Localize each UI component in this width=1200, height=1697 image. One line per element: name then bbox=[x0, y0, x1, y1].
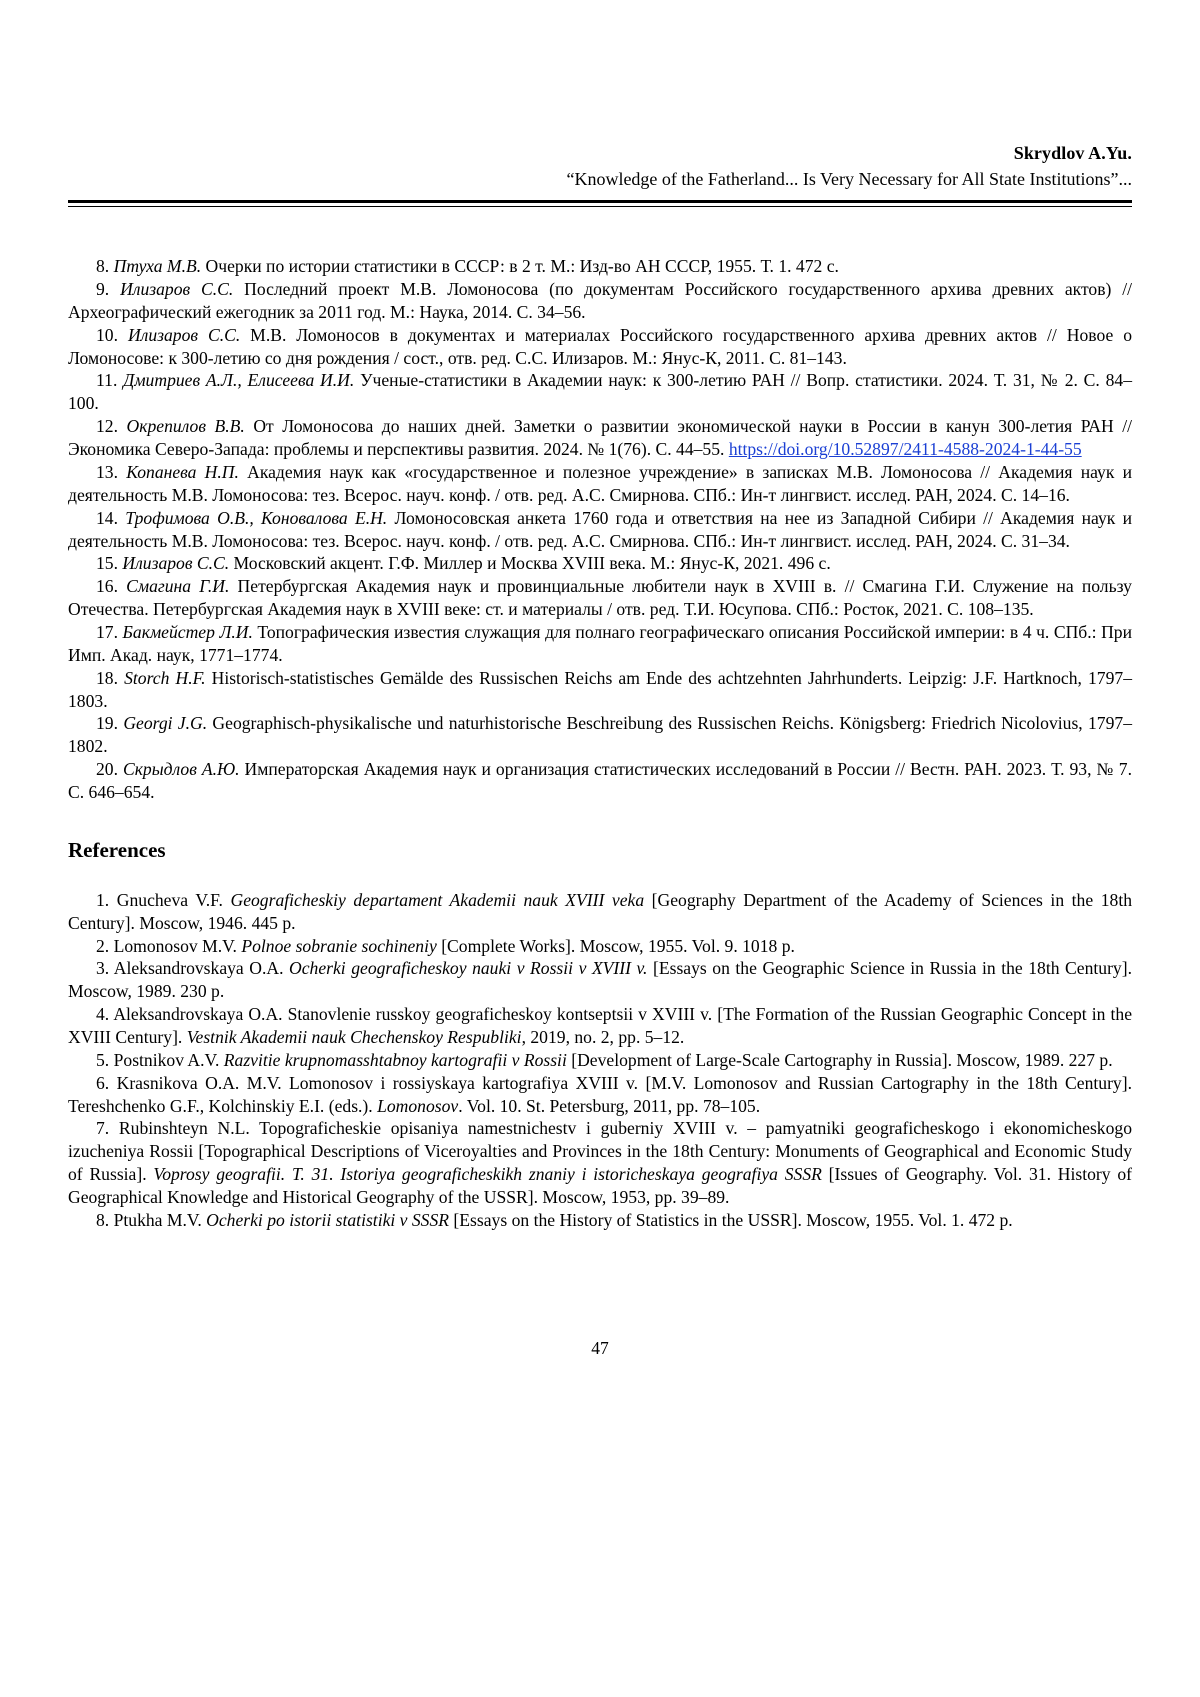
ref-pre: Postnikov A.V. bbox=[113, 1049, 224, 1070]
ref-post: [Essays on the History of Statistics in the USSR]. Moscow, 1955. Vol. 1. 472 p. bbox=[449, 1209, 1013, 1230]
item-number: 18. bbox=[96, 667, 118, 688]
item-text: Петербургская Академия наук и провинциальные любители наук в XVIII в. // Смагина Г.И. Служение на пользу Отечества. Петербургская Академия наук в XVIII веке: ст. и материалы / отв. ред. Т.И. Юсупова. СПб.: Росток, 2021. С. 108–135. bbox=[68, 576, 1132, 620]
ref-post: , 2019, no. 2, pp. 5–12. bbox=[521, 1026, 685, 1047]
page-number: 47 bbox=[591, 1338, 609, 1358]
item-author: Georgi J.G. bbox=[123, 713, 208, 734]
item-number: 14. bbox=[96, 507, 118, 528]
item-author: Бакмейстер Л.И. bbox=[122, 621, 253, 642]
ref-number: 8. bbox=[96, 1209, 110, 1230]
reference-item bbox=[68, 935, 1132, 958]
ref-pre: Aleksandrovskaya O.A. bbox=[113, 958, 290, 979]
item-number: 19. bbox=[96, 713, 118, 734]
item-text: Топографическия известия служащия для полнаго географическаго описания Российской империи: в 4 ч. СПб.: При Имп. Акад. наук, 1771–1774. bbox=[68, 621, 1132, 665]
ref-pre: Krasnikova O.A. M.V. Lomonosov i rossiyskaya kartografiya XVIII v. [M.V. Lomonosov and Russian Cartography in the 18th Century]. Tereshchenko G.F., Kolchinskiy E.I. (eds.). bbox=[68, 1072, 1132, 1116]
references-heading: References bbox=[68, 837, 166, 862]
running-head-title: “Knowledge of the Fatherland... Is Very Necessary for All State Institutions”... bbox=[566, 169, 1132, 190]
reference-item bbox=[68, 1072, 1132, 1118]
ref-pre: Rubinshteyn N.L. Topograficheskie opisaniya namestnichestv i guberniy XVIII v. – pamyatniki geograficheskogo i ekonomicheskogo izucheniya Rossii [Topographical Descriptions of Viceroyalties and Provinces in the 18th Century: Monuments of Geographical and Economic Study of Russia]. bbox=[68, 1118, 1132, 1185]
item-text: Ученые-статистики в Академии наук: к 300-летию РАН // Вопр. статистики. 2024. Т. 31, № 2. С. 84–100. bbox=[68, 370, 1133, 414]
ref-title: Lomonosov bbox=[377, 1095, 459, 1116]
item-number: 20. bbox=[96, 759, 118, 780]
bibliography-item bbox=[68, 324, 1132, 370]
item-author: Дмитриев А.Л., Елисеева И.И. bbox=[123, 370, 355, 391]
running-head-author: Skrydlov A.Yu. bbox=[1013, 143, 1132, 163]
item-text: Ломоносовская анкета 1760 года и ответствия на нее из Западной Сибири // Академия наук и деятельность М.В. Ломоносова: тез. Всерос. науч. конф. / отв. ред. А.С. Смирнова. СПб.: Ин-т лингвист. исслед. РАН, 2024. С. 31–34. bbox=[68, 507, 1133, 551]
ref-number: 4. bbox=[96, 1004, 110, 1025]
reference-item bbox=[68, 1049, 1132, 1072]
item-number: 9. bbox=[96, 279, 110, 300]
bibliography-item bbox=[68, 278, 1132, 324]
ref-post: [Essays on the Geographic Science in Russia in the 18th Century]. Moscow, 1989. 230 p. bbox=[68, 958, 1132, 1002]
item-text: М.В. Ломоносов в документах и материалах Российского государственного архива древних актов // Новое о Ломоносове: к 300-летию со дня рождения / сост., отв. ред. С.С. Илизаров. М.: Янус-К, 2011. С. 81–143. bbox=[68, 324, 1133, 368]
bibliography-item bbox=[68, 712, 1132, 758]
ref-number: 7. bbox=[96, 1118, 110, 1139]
ref-post: [Issues of Geography. Vol. 31. History of Geographical Knowledge and Historical Geography of the USSR]. Moscow, 1953, pp. 39–89. bbox=[68, 1164, 1132, 1207]
ref-number: 3. bbox=[96, 958, 110, 979]
page-content bbox=[68, 140, 1132, 1232]
ref-title: Polnoe sobranie sochineniy bbox=[241, 935, 437, 956]
ref-post: [Development of Large-Scale Cartography in Russia]. Moscow, 1989. 227 p. bbox=[566, 1049, 1113, 1070]
item-text: Последний проект М.В. Ломоносова (по документам Российского государственного архива древних актов) // Археографический ежегодник за 2011 год. М.: Наука, 2014. С. 34–56. bbox=[68, 279, 1133, 322]
item-text: Императорская Академия наук и организация статистических исследований в России // Вестн. РАН. 2023. Т. 93, № 7. С. 646–654. bbox=[68, 759, 1132, 802]
ref-pre: Lomonosov M.V. bbox=[113, 935, 242, 956]
ref-title: Ocherki geograficheskoy nauki v Rossii v XVIII v. bbox=[289, 958, 648, 979]
doi-link[interactable]: https://doi.org/10.52897/2411-4588-2024-1-44-55 bbox=[728, 439, 1082, 460]
ref-post: [Geography Department of the Academy of Sciences in the 18th Century]. Moscow, 1946. 445 p. bbox=[68, 889, 1132, 933]
bibliography-list bbox=[68, 255, 1132, 804]
item-number: 10. bbox=[96, 324, 118, 345]
references-list bbox=[68, 889, 1132, 1232]
item-number: 17. bbox=[96, 621, 118, 642]
reference-item bbox=[68, 889, 1132, 935]
bibliography-item bbox=[68, 415, 1132, 461]
ref-number: 2. bbox=[96, 935, 110, 956]
ref-pre: Ptukha M.V. bbox=[113, 1209, 207, 1230]
bibliography-item bbox=[68, 552, 1132, 575]
item-text: Московский акцент. Г.Ф. Миллер и Москва XVIII века. М.: Янус-К, 2021. 496 с. bbox=[229, 553, 831, 574]
item-author: Смагина Г.И. bbox=[126, 576, 230, 597]
item-author: Storch H.F. bbox=[124, 667, 206, 688]
ref-title: Ocherki po istorii statistiki v SSSR bbox=[206, 1209, 450, 1230]
item-author: Илизаров С.С. bbox=[120, 279, 234, 300]
header-divider bbox=[68, 200, 1132, 207]
reference-item bbox=[68, 1003, 1132, 1049]
bibliography-item bbox=[68, 461, 1132, 507]
bibliography-item bbox=[68, 369, 1132, 415]
ref-title: Vestnik Akademii nauk Chechenskoy Respubliki bbox=[186, 1026, 522, 1047]
ref-post: [Complete Works]. Moscow, 1955. Vol. 9. 1018 p. bbox=[436, 935, 795, 956]
bibliography-item bbox=[68, 255, 1132, 278]
item-author: Копанева Н.П. bbox=[126, 461, 239, 482]
item-author: Птуха М.В. bbox=[113, 256, 202, 277]
item-text: Geographisch-physikalische und naturhistorische Beschreibung des Russischen Reichs. Königsberg: Friedrich Nicolovius, 1797–1802. bbox=[68, 713, 1132, 757]
reference-item bbox=[68, 1117, 1132, 1208]
item-author: Трофимова О.В., Коновалова Е.Н. bbox=[125, 507, 388, 528]
item-text: Historisch-statistisches Gemälde des Russischen Reichs am Ende des achtzehnten Jahrhunderts. Leipzig: J.F. Hartknoch, 1797–1803. bbox=[68, 667, 1132, 711]
bibliography-item bbox=[68, 621, 1132, 667]
ref-number: 5. bbox=[96, 1049, 110, 1070]
item-number: 16. bbox=[96, 576, 118, 597]
reference-item bbox=[68, 957, 1132, 1003]
ref-title: Geograficheskiy departament Akademii nauk XVIII veka bbox=[230, 889, 645, 910]
bibliography-item bbox=[68, 575, 1132, 621]
bibliography-item bbox=[68, 507, 1132, 553]
ref-title: Razvitie krupnomasshtabnoy kartografii v Rossii bbox=[223, 1049, 567, 1070]
item-author: Окрепилов В.В. bbox=[126, 416, 245, 437]
item-number: 11. bbox=[96, 370, 118, 391]
item-author: Илизаров С.С. bbox=[122, 553, 230, 574]
item-number: 12. bbox=[96, 416, 118, 437]
item-author: Скрыдлов А.Ю. bbox=[122, 759, 240, 780]
ref-number: 1. bbox=[96, 889, 110, 910]
ref-number: 6. bbox=[96, 1072, 110, 1093]
item-text: Очерки по истории статистики в СССР: в 2 т. М.: Изд-во АН СССР, 1955. Т. 1. 472 с. bbox=[201, 256, 839, 277]
item-text: Академия наук как «государственное и полезное учреждение» в записках М.В. Ломоносова // Академия наук и деятельность М.В. Ломоносова: тез. Всерос. науч. конф. / отв. ред. А.С. Смирнова. СПб.: Ин-т лингвист. исслед. РАН, 2024. С. 14–16. bbox=[68, 461, 1132, 505]
ref-pre: Gnucheva V.F. bbox=[116, 889, 231, 910]
ref-pre: Aleksandrovskaya O.A. Stanovlenie russkoy geograficheskoy kontseptsii v XVIII v. [The Formation of the Russian Geographic Concept in the XVIII Century]. bbox=[68, 1004, 1132, 1047]
bibliography-item bbox=[68, 667, 1132, 713]
bibliography-item bbox=[68, 758, 1132, 804]
reference-item bbox=[68, 1209, 1132, 1232]
item-number: 13. bbox=[96, 461, 118, 482]
running-head bbox=[68, 140, 1132, 192]
ref-title: Voprosy geografii. T. 31. Istoriya geograficheskikh znaniy i istoricheskaya geografiya SSSR bbox=[153, 1164, 822, 1185]
item-author: Илизаров С.С. bbox=[127, 324, 241, 345]
item-number: 8. bbox=[96, 256, 110, 277]
item-text: От Ломоносова до наших дней. Заметки о развитии экономической науки в России в канун 300-летия РАН // Экономика Северо-Запада: проблемы и перспективы развития. 2024. № 1(76). С. 44–55. bbox=[68, 416, 1132, 460]
ref-post: . Vol. 10. St. Petersburg, 2011, pp. 78–105. bbox=[458, 1095, 761, 1116]
item-number: 15. bbox=[96, 553, 118, 574]
